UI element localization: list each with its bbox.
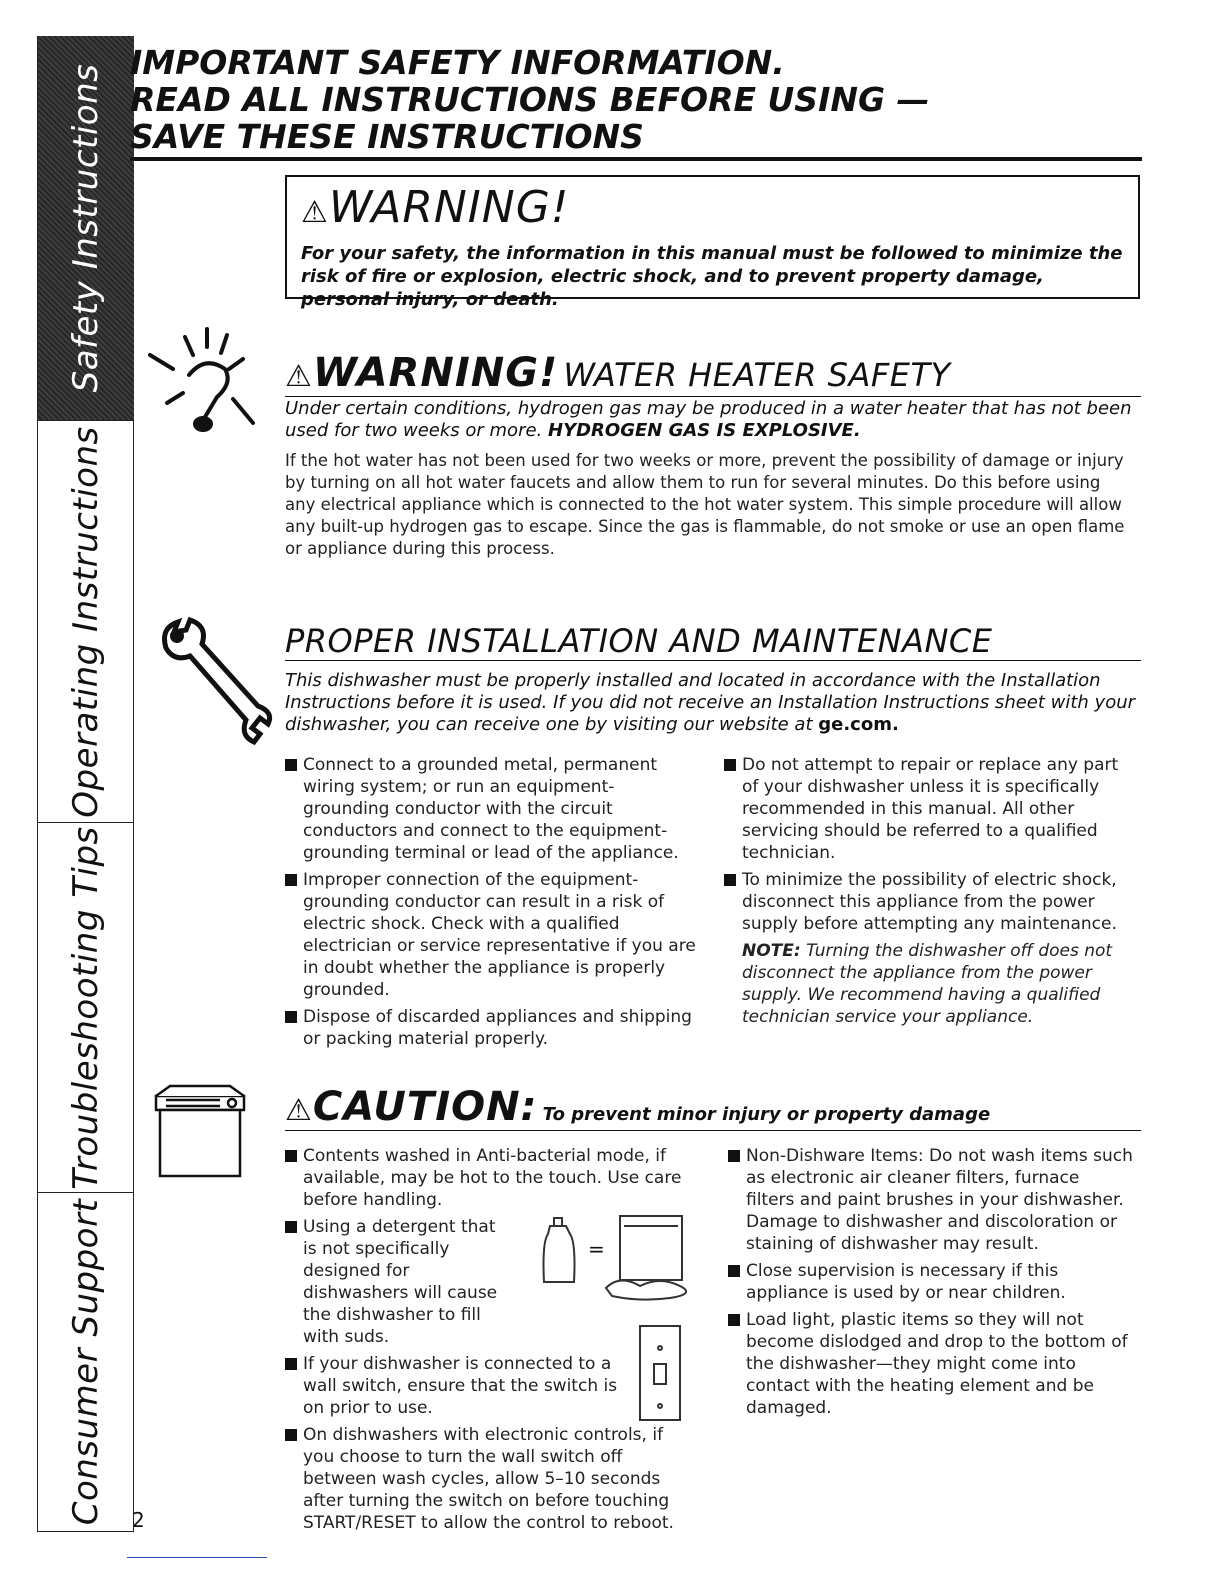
- installation-left-list: [285, 754, 700, 1055]
- water-heater-intro-bold: HYDROGEN GAS IS EXPLOSIVE.: [548, 420, 861, 441]
- caution-title-text: CAUTION:: [312, 1084, 538, 1130]
- lightbulb-icon: [145, 325, 280, 440]
- water-heater-body: If the hot water has not been used for two weeks or more, prevent the possibility of damage or injury by turning on all hot water faucets and allow them to run for several minutes. Do this before using any electrical appliance which is connected to the hot water system. This simple procedure will allow any built-up hydrogen gas to escape. Since the gas is flammable, do not smoke or use an open flame or appliance during this process.: [285, 451, 1125, 558]
- list-item: Improper connection of the equipment-grounding conductor can result in a risk of electric shock. Check with a qualified electrician or service representative if you are in doubt whether the appliance is properly grounded.: [285, 869, 700, 1001]
- installation-title: [285, 622, 1141, 661]
- list-item: Non-Dishware Items: Do not wash items such as electronic air cleaner filters, furnace filters and paint brushes in your dishwasher. Damage to dishwasher and discoloration or staining of dishwasher may result.: [728, 1145, 1133, 1255]
- heading-line-1: IMPORTANT SAFETY INFORMATION.: [130, 43, 785, 82]
- tab-label: Safety Instructions: [66, 63, 106, 393]
- heading-line-3: SAVE THESE INSTRUCTIONS: [130, 117, 644, 156]
- water-heater-title: [285, 350, 1141, 397]
- list-item: Load light, plastic items so they will not become dislodged and drop to the bottom of the dishwasher—they might come into contact with the heating element and be damaged.: [728, 1309, 1133, 1419]
- page-heading: [130, 44, 1142, 161]
- wrench-icon: [150, 612, 280, 747]
- tab-troubleshooting-tips[interactable]: [38, 823, 134, 1193]
- caution-title: [285, 1084, 1141, 1131]
- installation-intro: [285, 670, 1145, 736]
- tab-label: Consumer Support: [66, 1198, 106, 1526]
- warning-triangle-icon: ⚠: [285, 1093, 313, 1128]
- caution-subtitle: To prevent minor injury or property damage: [542, 1104, 991, 1125]
- caution-left-list: [285, 1145, 683, 1539]
- note-label: NOTE:: [742, 941, 801, 961]
- warning-box: [285, 175, 1140, 310]
- warning-triangle-icon: ⚠: [301, 195, 329, 230]
- warning-triangle-icon: ⚠: [285, 359, 313, 394]
- installation-intro-text: This dishwasher must be properly installed and located in accordance with the Installation Instructions before it is used. If you did not receive an Installation Instructions sheet with your dishwasher, you can receive one by visiting our website at: [285, 670, 1136, 735]
- page-number: 2: [132, 1508, 145, 1532]
- water-heater-intro-text: Under certain conditions, hydrogen gas may be produced in a water heater that has not been used for two weeks or more.: [285, 398, 1132, 441]
- warning-title: WARNING!: [328, 182, 570, 233]
- list-item: Dispose of discarded appliances and shipping or packing material properly.: [285, 1006, 700, 1050]
- list-item: To minimize the possibility of electric shock, disconnect this appliance from the power supply before attempting any maintenance.: [724, 869, 1134, 935]
- tab-label: Troubleshooting Tips: [66, 825, 106, 1190]
- installation-title-text: PROPER INSTALLATION AND MAINTENANCE: [285, 622, 993, 660]
- list-item: Connect to a grounded metal, permanent wiring system; or run an equipment-grounding conductor with the circuit conductors and connect to the equipment-grounding terminal or lead of the appliance.: [285, 754, 700, 864]
- installation-note: [724, 940, 1134, 1028]
- water-heater-title-light: WATER HEATER SAFETY: [563, 356, 951, 394]
- caution-right-list: [728, 1145, 1133, 1424]
- divider: [127, 1557, 267, 1558]
- sidebar-nav: [37, 36, 134, 1532]
- list-item: Contents washed in Anti-bacterial mode, if available, may be hot to the touch. Use care before handling.: [285, 1145, 683, 1211]
- list-item: Do not attempt to repair or replace any part of your dishwasher unless it is specifically recommended in this manual. All other servicing should be referred to a qualified technician.: [724, 754, 1134, 864]
- tab-label: Operating Instructions: [66, 425, 106, 818]
- tab-consumer-support[interactable]: [38, 1193, 134, 1532]
- dishwasher-icon: [150, 1082, 250, 1182]
- water-heater-intro: [285, 398, 1145, 442]
- list-item: Close supervision is necessary if this appliance is used by or near children.: [728, 1260, 1133, 1304]
- warning-text: For your safety, the information in this manual must be followed to minimize the risk of fire or explosion, electric shock, and to prevent property damage, personal injury, or death.: [301, 243, 1123, 310]
- wall-switch-icon: [636, 1324, 686, 1424]
- list-item: If your dishwasher is connected to a wall switch, ensure that the switch is on prior to use.: [285, 1353, 633, 1419]
- tab-safety-instructions[interactable]: [38, 36, 134, 421]
- list-item: Using a detergent that is not specifically designed for dishwashers will cause the dishwasher to fill with suds.: [285, 1216, 513, 1348]
- installation-right-list: [724, 754, 1134, 1028]
- water-heater-title-bold: WARNING!: [312, 350, 559, 396]
- heading-line-2: READ ALL INSTRUCTIONS BEFORE USING —: [130, 80, 930, 119]
- equals-sign: =: [588, 1237, 605, 1261]
- tab-operating-instructions[interactable]: [38, 421, 134, 823]
- note-text: Turning the dishwasher off does not disconnect the appliance from the power supply. We recommend having a qualified technician service your appliance.: [742, 941, 1113, 1027]
- detergent-suds-illustration: [540, 1212, 700, 1312]
- ge-website-link[interactable]: ge.com.: [818, 714, 899, 735]
- list-item: On dishwashers with electronic controls, if you choose to turn the wall switch off between wash cycles, allow 5–10 seconds after turning the switch on before touching START/RESET to allow the control to reboot.: [285, 1424, 683, 1534]
